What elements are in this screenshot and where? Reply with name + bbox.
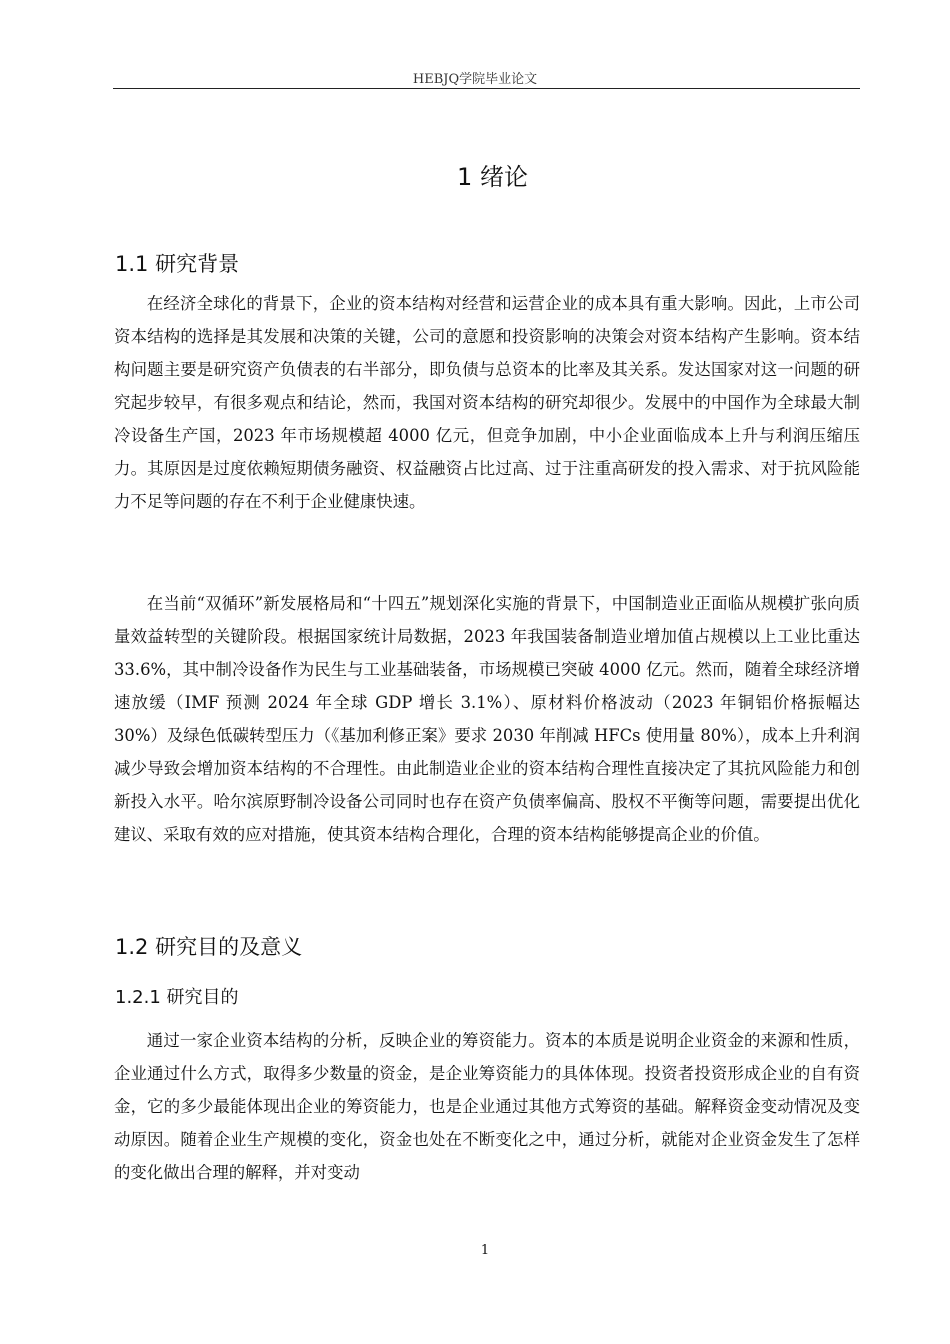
body-paragraph: 在经济全球化的背景下，企业的资本结构对经营和运营企业的成本具有重大影响。因此，上市公司资本结构的选择是其发展和决策的关键，公司的意愿和投资影响的决策会对资本结构产生影响。资本结构问题主要是研究资产负债表的右半部分，即负债与总资本的比率及其关系。发达国家对这一问题的研究起步较早，有很多观点和结论，然而，我国对资本结构的研究却很少。发展中的中国作为全球最大制冷设备生产国，2023 年市场规模超 4000 亿元，但竞争加剧，中小企业面临成本上升与利润压缩压力。其原因是过度依赖短期债务融资、权益融资占比过高、过于注重高研发的投入需求、对于抗风险能力不足等问题的存在不利于企业健康快速。 [114,294,860,511]
chapter-title: 1 绪论 [457,163,528,191]
running-header: HEBJQ学院毕业论文 [412,72,538,87]
subsection-heading-1-2-1: 1.2.1 研究目的 [115,987,239,1008]
section-heading-1-2: 1.2 研究目的及意义 [115,935,303,959]
header-divider [113,88,860,89]
page-number: 1 [480,1243,490,1258]
section-heading-1-1: 1.1 研究背景 [115,252,240,276]
body-paragraph: 在当前“双循环”新发展格局和“十四五”规划深化实施的背景下，中国制造业正面临从规模扩张向质量效益转型的关键阶段。根据国家统计局数据，2023 年我国装备制造业增加值占规模以上工业比重达 33.6%，其中制冷设备作为民生与工业基础装备，市场规模已突破 4000 亿元。然而，随着全球经济增速放缓（IMF 预测 2024 年全球 GDP 增长 3.1%）、原材料价格波动（2023 年铜铝价格振幅达 30%）及绿色低碳转型压力（《基加利修正案》要求 2030 年削减 HFCs 使用量 80%），成本上升利润减少导致会增加资本结构的不合理性。由此制造业企业的资本结构合理性直接决定了其抗风险能力和创新投入水平。哈尔滨原野制冷设备公司同时也存在资产负债率偏高、股权不平衡等问题，需要提出优化建议、采取有效的应对措施，使其资本结构合理化，合理的资本结构能够提高企业的价值。 [114,594,860,844]
body-paragraph: 通过一家企业资本结构的分析，反映企业的筹资能力。资本的本质是说明企业资金的来源和性质，企业通过什么方式，取得多少数量的资金，是企业筹资能力的具体体现。投资者投资形成企业的自有资金，它的多少最能体现出企业的筹资能力，也是企业通过其他方式筹资的基础。解释资金变动情况及变动原因。随着企业生产规模的变化，资金也处在不断变化之中，通过分析，就能对企业资金发生了怎样的变化做出合理的解释，并对变动 [114,1031,860,1182]
